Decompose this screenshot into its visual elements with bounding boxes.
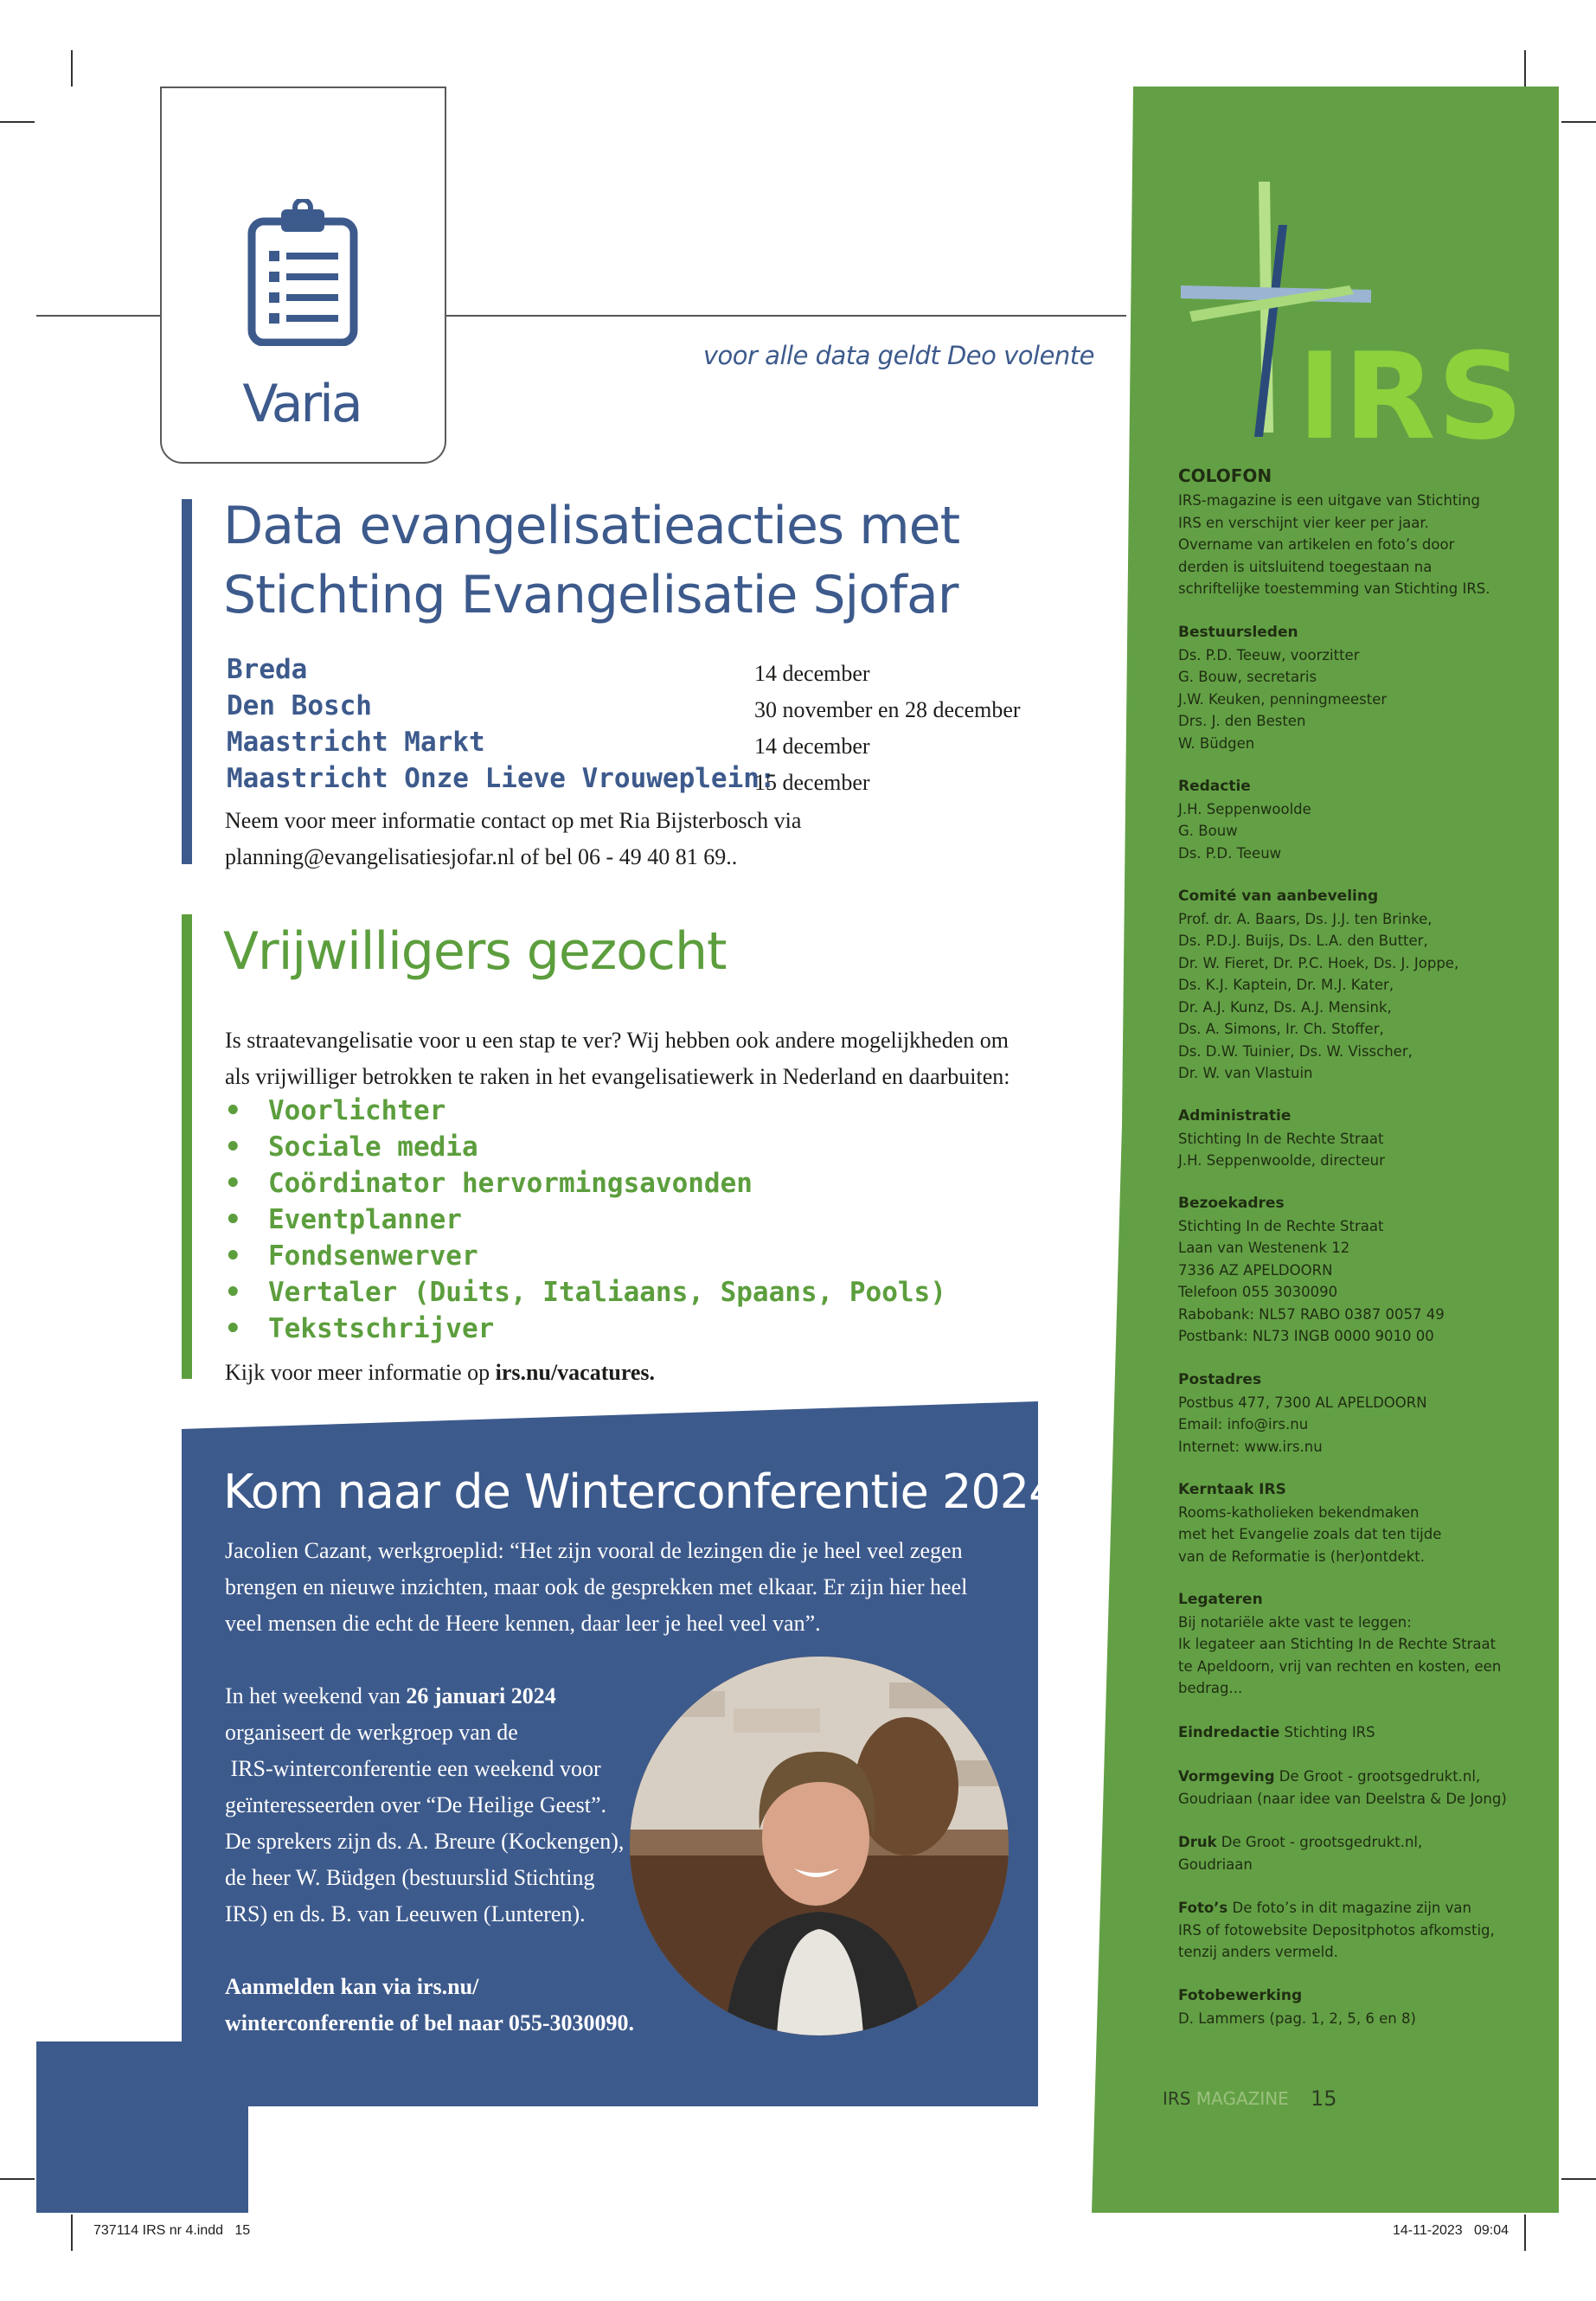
bullet: • bbox=[225, 1168, 241, 1199]
colofon-block-fotobewerking bbox=[1178, 1985, 1416, 2029]
section-label: Varia bbox=[242, 374, 361, 434]
colofon-block-eindredactie bbox=[1178, 1721, 1375, 1744]
contact-info: Neem voor meer informatie contact op met Ria Bijsterbosch via bbox=[225, 808, 802, 833]
colofon-line: Dr. A.J. Kunz, Ds. A.J. Mensink, bbox=[1178, 998, 1392, 1016]
colofon-subheading: Vormgeving bbox=[1178, 1768, 1275, 1785]
bullet: • bbox=[225, 1240, 241, 1272]
paragraph-line: IRS-winterconferentie een weekend voor bbox=[225, 1756, 601, 1781]
conference-date: 26 januari 2024 bbox=[406, 1683, 556, 1708]
colofon-line: Ds. P.D. Teeuw, voorzitter bbox=[1178, 646, 1360, 663]
colofon-subheading: Foto’s bbox=[1178, 1900, 1228, 1916]
winterconferentie-title: Kom naar de Winterconferentie 2024 bbox=[223, 1465, 1058, 1519]
vacatures-note bbox=[225, 1360, 655, 1386]
header-rule bbox=[36, 315, 160, 317]
colofon-line: De Groot - grootsgedrukt.nl, bbox=[1216, 1834, 1423, 1850]
list-item: Sociale media bbox=[268, 1131, 478, 1163]
crop-mark bbox=[0, 2178, 35, 2180]
crop-mark bbox=[71, 50, 73, 87]
paragraph-line: De sprekers zijn ds. A. Breure (Kockengen), bbox=[225, 1829, 625, 1854]
paragraph-line: organiseert de werkgroep van de bbox=[225, 1720, 518, 1745]
colofon-line: G. Bouw, secretaris bbox=[1178, 669, 1317, 685]
colofon-block-administratie bbox=[1178, 1106, 1385, 1172]
paragraph-line: IRS) en ds. B. van Leeuwen (Lunteren). bbox=[225, 1901, 586, 1926]
crop-mark bbox=[1561, 2178, 1596, 2180]
bullet: • bbox=[225, 1313, 241, 1344]
colofon-line: Ds. D.W. Tuinier, Ds. W. Visscher, bbox=[1178, 1042, 1413, 1060]
date-prefix: In het weekend van bbox=[225, 1683, 407, 1708]
magazine-brand bbox=[1163, 2088, 1289, 2109]
colofon-subheading: Legateren bbox=[1178, 1591, 1263, 1608]
header-rule bbox=[443, 315, 1126, 317]
colofon-line[interactable]: Email: info@irs.nu bbox=[1178, 1416, 1309, 1433]
crop-mark bbox=[1524, 50, 1526, 87]
colofon-line: D. Lammers (pag. 1, 2, 5, 6 en 8) bbox=[1178, 2009, 1416, 2027]
colofon-line: Stichting In de Rechte Straat bbox=[1178, 1217, 1384, 1234]
colofon-line: IRS of fotowebsite Depositphotos afkomstig, bbox=[1178, 1921, 1495, 1939]
colofon-line: Ds. P.D. Teeuw bbox=[1178, 844, 1282, 862]
event-city: Maastricht Onze Lieve Vrouweplein: bbox=[227, 763, 776, 794]
accent-bar bbox=[182, 499, 192, 864]
crop-mark bbox=[1524, 2214, 1526, 2251]
colofon-subheading: Bestuursleden bbox=[1178, 624, 1298, 641]
list-item: Vertaler (Duits, Italiaans, Spaans, Pools) bbox=[268, 1277, 946, 1308]
vacatures-link[interactable]: irs.nu/vacatures. bbox=[495, 1360, 656, 1385]
event-date: 30 november en 28 december bbox=[754, 697, 1021, 722]
paragraph-line: de heer W. Büdgen (bestuurslid Stichting bbox=[225, 1865, 595, 1890]
intro-text: Is straatevangelisatie voor u een stap te ver? Wij hebben ook andere mogelijkheden om bbox=[225, 1028, 1009, 1053]
colofon-heading: COLOFON bbox=[1178, 465, 1272, 486]
print-slug-file: 737114 IRS nr 4.indd 15 bbox=[93, 2223, 251, 2238]
bullet: • bbox=[225, 1095, 241, 1126]
colofon-block-redactie bbox=[1178, 776, 1311, 864]
colofon-block-kerntaak bbox=[1178, 1479, 1441, 1567]
colofon-line: Dr. W. van Vlastuin bbox=[1178, 1065, 1313, 1081]
crop-mark bbox=[0, 121, 35, 123]
colofon-block-legateren bbox=[1178, 1589, 1501, 1700]
event-city: Maastricht Markt bbox=[227, 727, 485, 758]
accent-bar bbox=[182, 914, 192, 1379]
colofon-subheading: Eindredactie bbox=[1178, 1724, 1280, 1740]
colofon-line: Ds. P.D.J. Buijs, Ds. L.A. den Butter, bbox=[1178, 933, 1428, 949]
title-line: Data evangelisatieacties met bbox=[223, 496, 960, 556]
colofon-subheading: Bezoekadres bbox=[1178, 1195, 1285, 1212]
colofon-line: Postbus 477, 7300 AL APELDOORN bbox=[1178, 1394, 1427, 1411]
deo-volente-note: voor alle data geldt Deo volente bbox=[702, 341, 1094, 370]
colofon-line: J.W. Keuken, penningmeester bbox=[1178, 690, 1388, 708]
colofon-block-vormgeving bbox=[1178, 1766, 1507, 1810]
crop-mark bbox=[71, 2214, 73, 2251]
colofon-line: Laan van Westenenk 12 bbox=[1178, 1240, 1350, 1256]
list-item: Eventplanner bbox=[268, 1204, 462, 1235]
event-city: Breda bbox=[227, 654, 308, 685]
colofon-line: Overname van artikelen en foto’s door bbox=[1178, 536, 1455, 553]
quote-line: Jacolien Cazant, werkgroeplid: “Het zijn vooral de lezingen die je heel veel zegen bbox=[225, 1538, 963, 1563]
colofon-line: Goudriaan (naar idee van Deelstra & De Jong) bbox=[1178, 1790, 1507, 1807]
colofon-line: te Apeldoorn, vrij van rechten en kosten, een bbox=[1178, 1657, 1502, 1675]
colofon-subheading: Kerntaak IRS bbox=[1178, 1481, 1286, 1498]
colofon-line: Ds. A. Simons, Ir. Ch. Stoffer, bbox=[1178, 1021, 1384, 1037]
quote-line: brengen en nieuwe inzichten, maar ook de gesprekken met elkaar. Er zijn hier heel bbox=[225, 1574, 968, 1599]
colofon-line: De Groot - grootsgedrukt.nl, bbox=[1274, 1768, 1481, 1785]
colofon-block-bezoekadres bbox=[1178, 1193, 1445, 1348]
colofon-line: Postbank: NL73 INGB 0000 9010 00 bbox=[1178, 1328, 1434, 1344]
vacatures-prefix: Kijk voor meer informatie op bbox=[225, 1360, 496, 1385]
colofon-block-comite bbox=[1178, 886, 1458, 1085]
colofon-line: Ik legateer aan Stichting In de Rechte Straat bbox=[1178, 1636, 1497, 1652]
colofon-intro bbox=[1178, 490, 1490, 600]
colofon-line: Goudriaan bbox=[1178, 1856, 1253, 1873]
vrijwilligers-title: Vrijwilligers gezocht bbox=[223, 921, 727, 982]
colofon-line: Stichting IRS bbox=[1279, 1724, 1375, 1740]
colofon-line: met het Evangelie zoals dat ten tijde bbox=[1178, 1526, 1442, 1542]
colofon-line: Drs. J. den Besten bbox=[1178, 713, 1306, 729]
irs-logo: IRS bbox=[1298, 327, 1525, 466]
colofon-line: schriftelijke toestemming van Stichting IRS. bbox=[1178, 580, 1490, 597]
colofon-block-fotos bbox=[1178, 1897, 1495, 1964]
colofon-line: De foto’s in dit magazine zijn van bbox=[1227, 1900, 1471, 1916]
list-item: Voorlichter bbox=[268, 1095, 446, 1126]
list-item: Tekstschrijver bbox=[268, 1313, 495, 1344]
colofon-line: Ds. K.J. Kaptein, Dr. M.J. Kater, bbox=[1178, 977, 1394, 993]
colofon-subheading: Redactie bbox=[1178, 778, 1251, 795]
paragraph-line bbox=[225, 1683, 556, 1709]
colofon-subheading: Postadres bbox=[1178, 1371, 1262, 1388]
colofon-block-bestuursleden bbox=[1178, 622, 1387, 754]
signup-line[interactable]: Aanmelden kan via irs.nu/ bbox=[225, 1974, 479, 1999]
colofon-line[interactable]: Internet: www.irs.nu bbox=[1178, 1438, 1323, 1455]
colofon-line: Telefoon 055 3030090 bbox=[1178, 1284, 1338, 1300]
colofon-line: W. Büdgen bbox=[1178, 734, 1255, 752]
bullet: • bbox=[225, 1277, 241, 1308]
event-date: 14 december bbox=[754, 661, 870, 686]
brand-irs: IRS bbox=[1163, 2088, 1191, 2109]
colofon-line: Bij notariële akte vast te leggen: bbox=[1178, 1613, 1412, 1631]
colofon-block-druk bbox=[1178, 1831, 1422, 1875]
colofon-subheading: Fotobewerking bbox=[1178, 1987, 1303, 2004]
colofon-line: derden is uitsluitend toegestaan na bbox=[1178, 558, 1433, 575]
print-slug-timestamp: 14-11-2023 09:04 bbox=[1393, 2223, 1509, 2238]
event-city: Den Bosch bbox=[227, 690, 372, 721]
colofon-line: Dr. W. Fieret, Dr. P.C. Hoek, Ds. J. Joppe, bbox=[1178, 954, 1459, 971]
colofon-line: Rooms-katholieken bekendmaken bbox=[1178, 1503, 1420, 1521]
colofon-line: tenzij anders vermeld. bbox=[1178, 1944, 1338, 1960]
list-item: Coördinator hervormingsavonden bbox=[268, 1168, 753, 1199]
evangelisatie-title bbox=[223, 491, 1002, 630]
colofon-line: IRS en verschijnt vier keer per jaar. bbox=[1178, 514, 1429, 531]
list-item: Fondsenwerver bbox=[268, 1240, 478, 1272]
colofon-subheading: Comité van aanbeveling bbox=[1178, 888, 1379, 905]
colofon-block-postadres bbox=[1178, 1369, 1427, 1458]
colofon-line: Rabobank: NL57 RABO 0387 0057 49 bbox=[1178, 1305, 1445, 1323]
colofon-line: Stichting In de Rechte Straat bbox=[1178, 1130, 1384, 1147]
colofon-line: 7336 AZ APELDOORN bbox=[1178, 1261, 1333, 1279]
contact-info: planning@evangelisatiesjofar.nl of bel 06 - 49 40 81 69.. bbox=[225, 844, 738, 869]
crop-mark bbox=[1561, 121, 1596, 123]
signup-line[interactable]: winterconferentie of bel naar 055-3030090. bbox=[225, 2010, 634, 2035]
colofon-line: Prof. dr. A. Baars, Ds. J.J. ten Brinke, bbox=[1178, 910, 1433, 927]
brand-magazine: MAGAZINE bbox=[1195, 2088, 1289, 2109]
clipboard-icon bbox=[247, 199, 359, 346]
page-number: 15 bbox=[1311, 2086, 1337, 2111]
quote-line: veel mensen die echt de Heere kennen, daar leer je heel veel van”. bbox=[225, 1611, 821, 1636]
colofon-line: van de Reformatie is (her)ontdekt. bbox=[1178, 1548, 1425, 1565]
colofon-line: bedrag... bbox=[1178, 1680, 1243, 1696]
event-date: 15 december bbox=[754, 770, 870, 795]
colofon-line: IRS-magazine is een uitgave van Stichting bbox=[1178, 492, 1480, 509]
title-line: Stichting Evangelisatie Sjofar bbox=[223, 565, 958, 625]
bullet: • bbox=[225, 1131, 241, 1163]
bullet: • bbox=[225, 1204, 241, 1235]
speaker-photo bbox=[630, 1657, 1009, 2035]
intro-text: als vrijwilliger betrokken te raken in het evangelisatiewerk in Nederland en daarbuiten: bbox=[225, 1064, 1010, 1089]
colofon-subheading: Administratie bbox=[1178, 1107, 1292, 1125]
colofon-line: J.H. Seppenwoolde, directeur bbox=[1178, 1152, 1385, 1169]
colofon-line: J.H. Seppenwoolde bbox=[1178, 800, 1311, 817]
paragraph-line: geïnteresseerden over “De Heilige Geest”. bbox=[225, 1792, 607, 1817]
colofon-subheading: Druk bbox=[1178, 1834, 1217, 1850]
event-date: 14 december bbox=[754, 734, 870, 759]
colofon-line: G. Bouw bbox=[1178, 823, 1238, 839]
